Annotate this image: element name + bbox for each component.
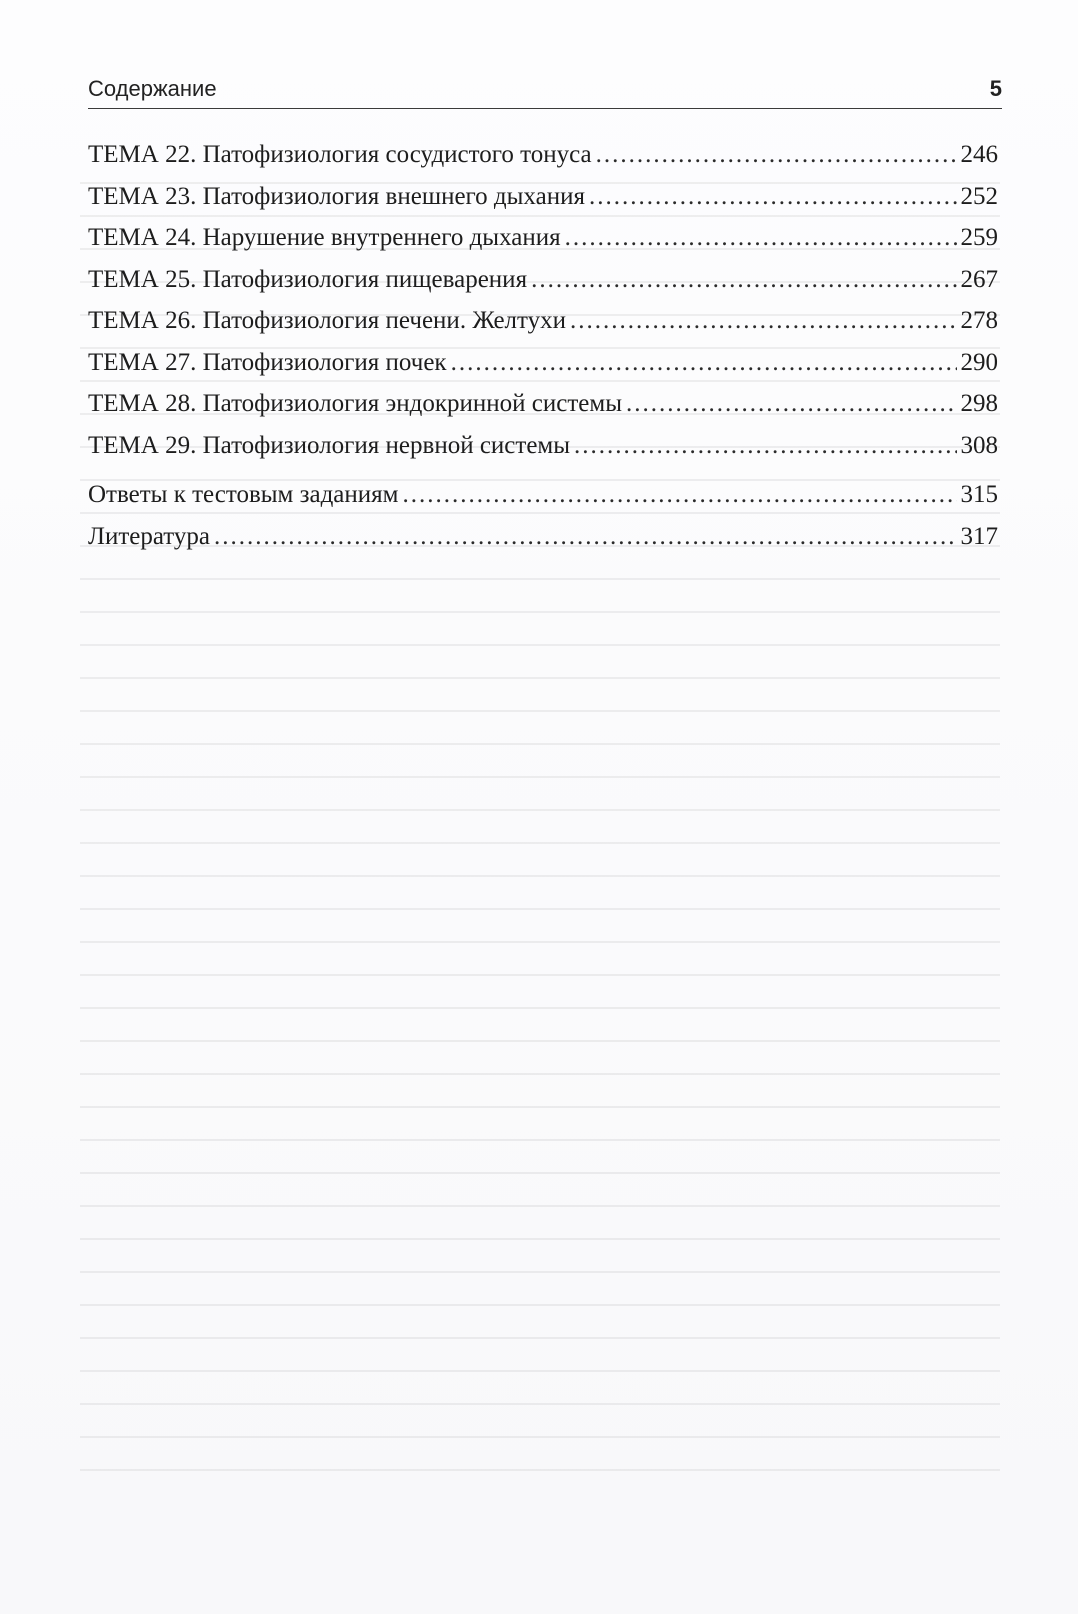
toc-entry — [88, 176, 998, 218]
toc-entry-title: ТЕМА 27. Патофизиология почек — [88, 348, 447, 376]
dot-leader — [451, 342, 957, 384]
toc-entry — [88, 474, 998, 516]
toc-entry-page: 278 — [960, 307, 998, 334]
toc-entry — [88, 383, 998, 425]
page-number: 5 — [989, 76, 1002, 101]
dot-leader — [402, 474, 956, 516]
dot-leader — [596, 134, 957, 176]
toc-entry-title: ТЕМА 23. Патофизиология внешнего дыхания — [88, 182, 585, 210]
toc-entry-page: 267 — [960, 265, 998, 293]
toc-entry — [88, 259, 998, 301]
toc-entry-page: 246 — [960, 141, 998, 168]
toc-entry-title: ТЕМА 22. Патофизиология сосудистого тонуса — [88, 141, 592, 168]
dot-leader — [214, 516, 957, 558]
toc-entry-page: 317 — [960, 522, 998, 550]
running-header — [88, 74, 1002, 109]
toc-entry-page: 252 — [960, 182, 998, 210]
toc-entry-title: ТЕМА 24. Нарушение внутреннего дыхания — [88, 224, 561, 251]
toc-entry — [88, 134, 998, 176]
toc-entry-title: ТЕМА 25. Патофизиология пищеварения — [88, 265, 528, 293]
section-title: Содержание — [88, 76, 217, 101]
dot-leader — [626, 383, 957, 425]
toc-entry — [88, 342, 998, 384]
toc-entry — [88, 516, 998, 558]
dot-leader — [589, 176, 957, 218]
toc-entry-page: 308 — [960, 431, 998, 459]
dot-leader — [531, 259, 956, 301]
toc-entry — [88, 425, 998, 467]
toc-entry-title: Ответы к тестовым заданиям — [88, 481, 399, 508]
dot-leader — [570, 300, 957, 342]
toc-entry-title: ТЕМА 26. Патофизиология печени. Желтухи — [88, 307, 566, 334]
toc-entry-page: 290 — [960, 348, 998, 376]
toc-entry-page: 315 — [960, 481, 998, 508]
toc-entry — [88, 300, 998, 342]
toc-entry-page: 298 — [960, 390, 998, 417]
table-of-contents — [88, 134, 998, 557]
toc-entry-title: ТЕМА 28. Патофизиология эндокринной системы — [88, 390, 622, 417]
dot-leader — [574, 425, 956, 467]
dot-leader — [565, 217, 957, 259]
toc-entry-title: Литература — [88, 522, 210, 550]
toc-entry — [88, 217, 998, 259]
toc-entry-title: ТЕМА 29. Патофизиология нервной системы — [88, 431, 571, 459]
toc-entry-page: 259 — [960, 224, 998, 251]
